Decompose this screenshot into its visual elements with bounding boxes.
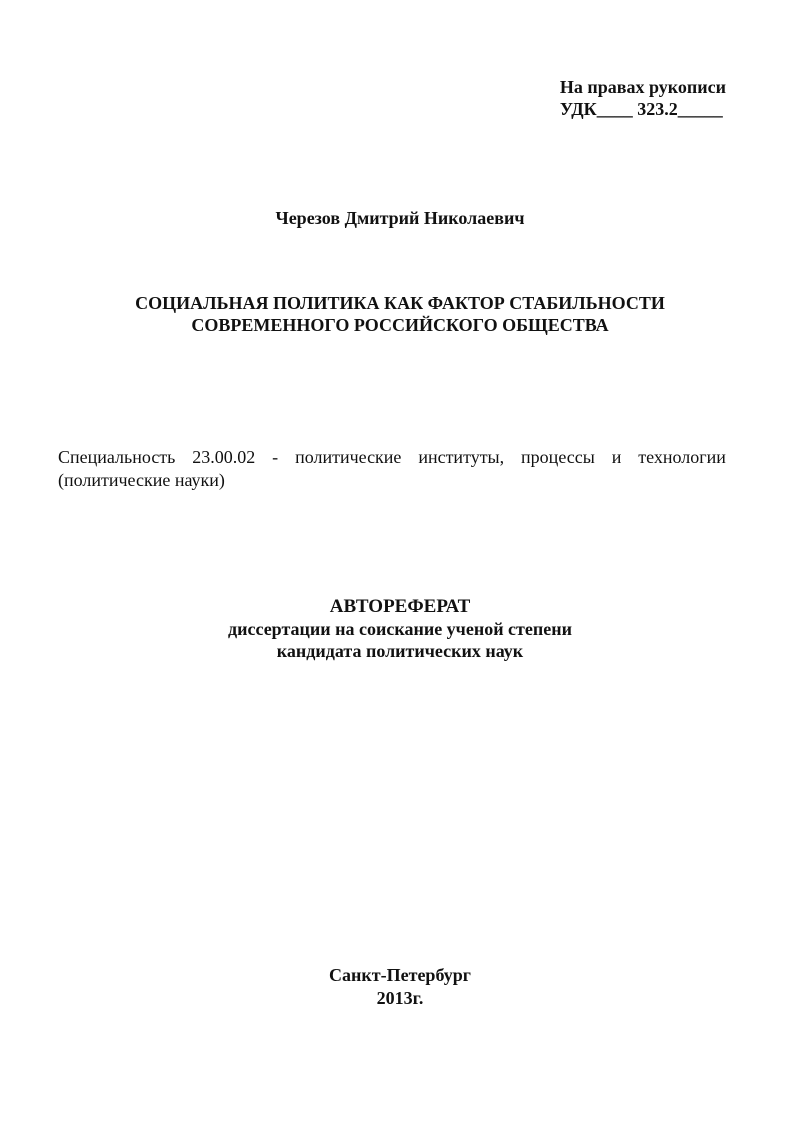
specialty-word: 23.00.02 [192,447,256,467]
city: Санкт-Петербург [329,965,471,985]
specialty-block [58,446,726,492]
udk-code: УДК____ 323.2_____ [559,99,723,119]
manuscript-rights-block [560,76,726,120]
abstract-block [0,596,800,662]
specialty-word: Специальность [58,447,176,467]
year: 2013г. [376,988,424,1008]
specialty-word: политические [295,447,402,467]
specialty-line-2: (политические науки) [58,470,225,490]
author-name: Черезов Дмитрий Николаевич [275,208,525,228]
abstract-heading: АВТОРЕФЕРАТ [329,596,471,617]
abstract-line-1: диссертации на соискание ученой степени [228,619,572,639]
specialty-word: технологии [638,447,726,467]
title-line-1: СОЦИАЛЬНАЯ ПОЛИТИКА КАК ФАКТОР СТАБИЛЬНОСТИ [135,293,665,313]
dissertation-title [60,292,740,336]
rights-notice: На правах рукописи [559,77,726,97]
specialty-word: процессы [521,447,595,467]
abstract-line-2: кандидата политических наук [276,641,524,661]
specialty-word: и [611,447,622,467]
specialty-word: институты, [418,447,505,467]
specialty-line-1 [58,446,726,469]
title-line-2: СОВРЕМЕННОГО РОССИЙСКОГО ОБЩЕСТВА [191,315,609,335]
specialty-word: - [272,447,279,467]
place-and-year [0,964,800,1010]
